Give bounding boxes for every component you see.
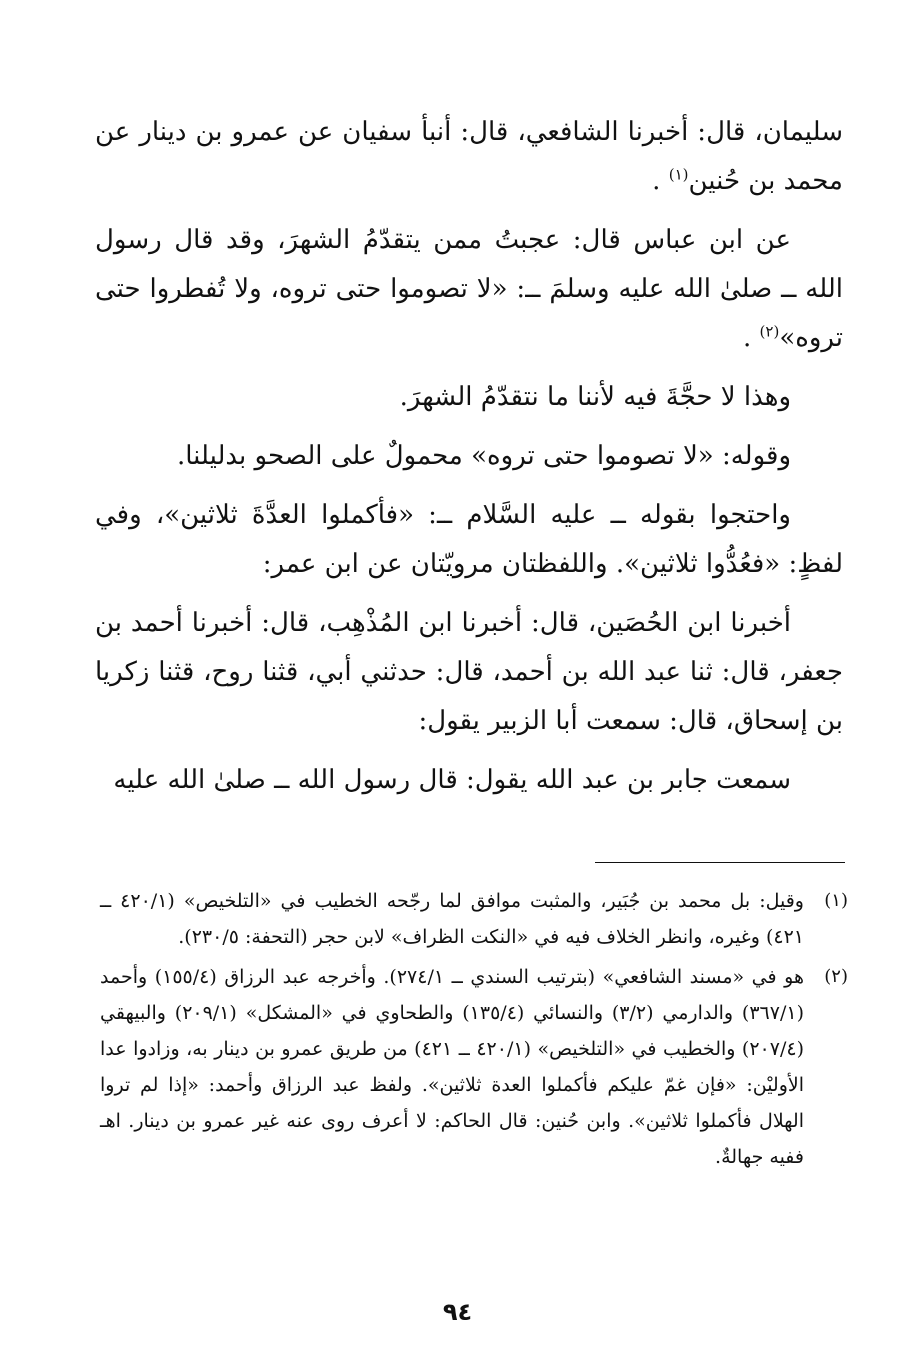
paragraph-4: وقوله: «لا تصوموا حتى تروه» محمولٌ على الصحو بدليلنا. (177, 441, 791, 471)
paragraph-5: واحتجوا بقوله ــ عليه السَّلام ــ: «فأكملوا العدَّةَ ثلاثين»، وفي لفظٍ: «فعُدُّوا ثلاثين». واللفظتان مرويّتان عن ابن عمر: (95, 500, 843, 579)
footnote-ref-2[interactable]: (٢) (759, 322, 780, 341)
footnotes (100, 883, 848, 1179)
footnote-number: (١) (824, 890, 848, 911)
footnote-1 (100, 883, 848, 955)
paragraph-6: أخبرنا ابن الحُصَين، قال: أخبرنا ابن المُذْهِب، قال: أخبرنا أحمد بن جعفر، قال: ثنا عبد الله بن أحمد، قال: حدثني أبي، قثنا روح، قثنا زكريا بن إسحاق، قال: سمعت أبا الزبير يقول: (95, 608, 843, 736)
footnote-number: (٢) (824, 966, 848, 987)
page-number: ٩٤ (442, 1298, 473, 1326)
footnote-text: وقيل: بل محمد بن جُبَير، والمثبت موافق لما رجّحه الخطيب في «التلخيص» (٤٢٠/١ ــ ٤٢١) وغيره، وانظر الخلاف فيه في «النكت الظراف» لابن حجر (التحفة: ٢٣٠/٥). (100, 890, 804, 948)
paragraph-3: وهذا لا حجَّةَ فيه لأننا ما نتقدّمُ الشهرَ. (399, 382, 791, 412)
paragraph-1: سليمان، قال: أخبرنا الشافعي، قال: أنبأ سفيان عن عمرو بن دينار عن محمد بن حُنين$^{(١)}$ . (95, 117, 843, 196)
paragraph-7: سمعت جابر بن عبد الله يقول: قال رسول الله ــ صلىٰ الله عليه (113, 765, 791, 795)
footnote-2 (100, 959, 848, 1175)
main-text (95, 108, 843, 815)
paragraph-2: عن ابن عباس قال: عجبتُ ممن يتقدّمُ الشهرَ، وقد قال رسول الله ــ صلىٰ الله عليه وسلمَ ــ: «لا تصوموا حتى تروه، ولا تُفطروا حتى تروه»$^{(٢)}$ . (95, 225, 843, 353)
footnote-separator (595, 862, 845, 863)
footnote-ref-1[interactable]: (١) (668, 165, 689, 184)
footnote-text: هو في «مسند الشافعي» (بترتيب السندي ــ ٢٧٤/١). وأخرجه عبد الرزاق (١٥٥/٤) وأحمد (٣٦٧/١) والدارمي (٣/٢) والنسائي (١٣٥/٤) والطحاوي في «المشكل» (٢٠٩/١) والبيهقي (٢٠٧/٤) والخطيب في «التلخيص» (٤٢٠/١ ــ ٤٢١) من طريق عمرو بن دينار به، وزادوا عدا الأوليْن: «فإن غمّ عليكم فأكملوا العدة ثلاثين». ولفظ عبد الرزاق وأحمد: «إذا لم تروا الهلال فأكملوا ثلاثين». وابن حُنين: قال الحاكم: لا أعرف روى عنه غير عمرو بن دينار. اهـ ففيه جهالةٌ. (100, 966, 804, 1168)
